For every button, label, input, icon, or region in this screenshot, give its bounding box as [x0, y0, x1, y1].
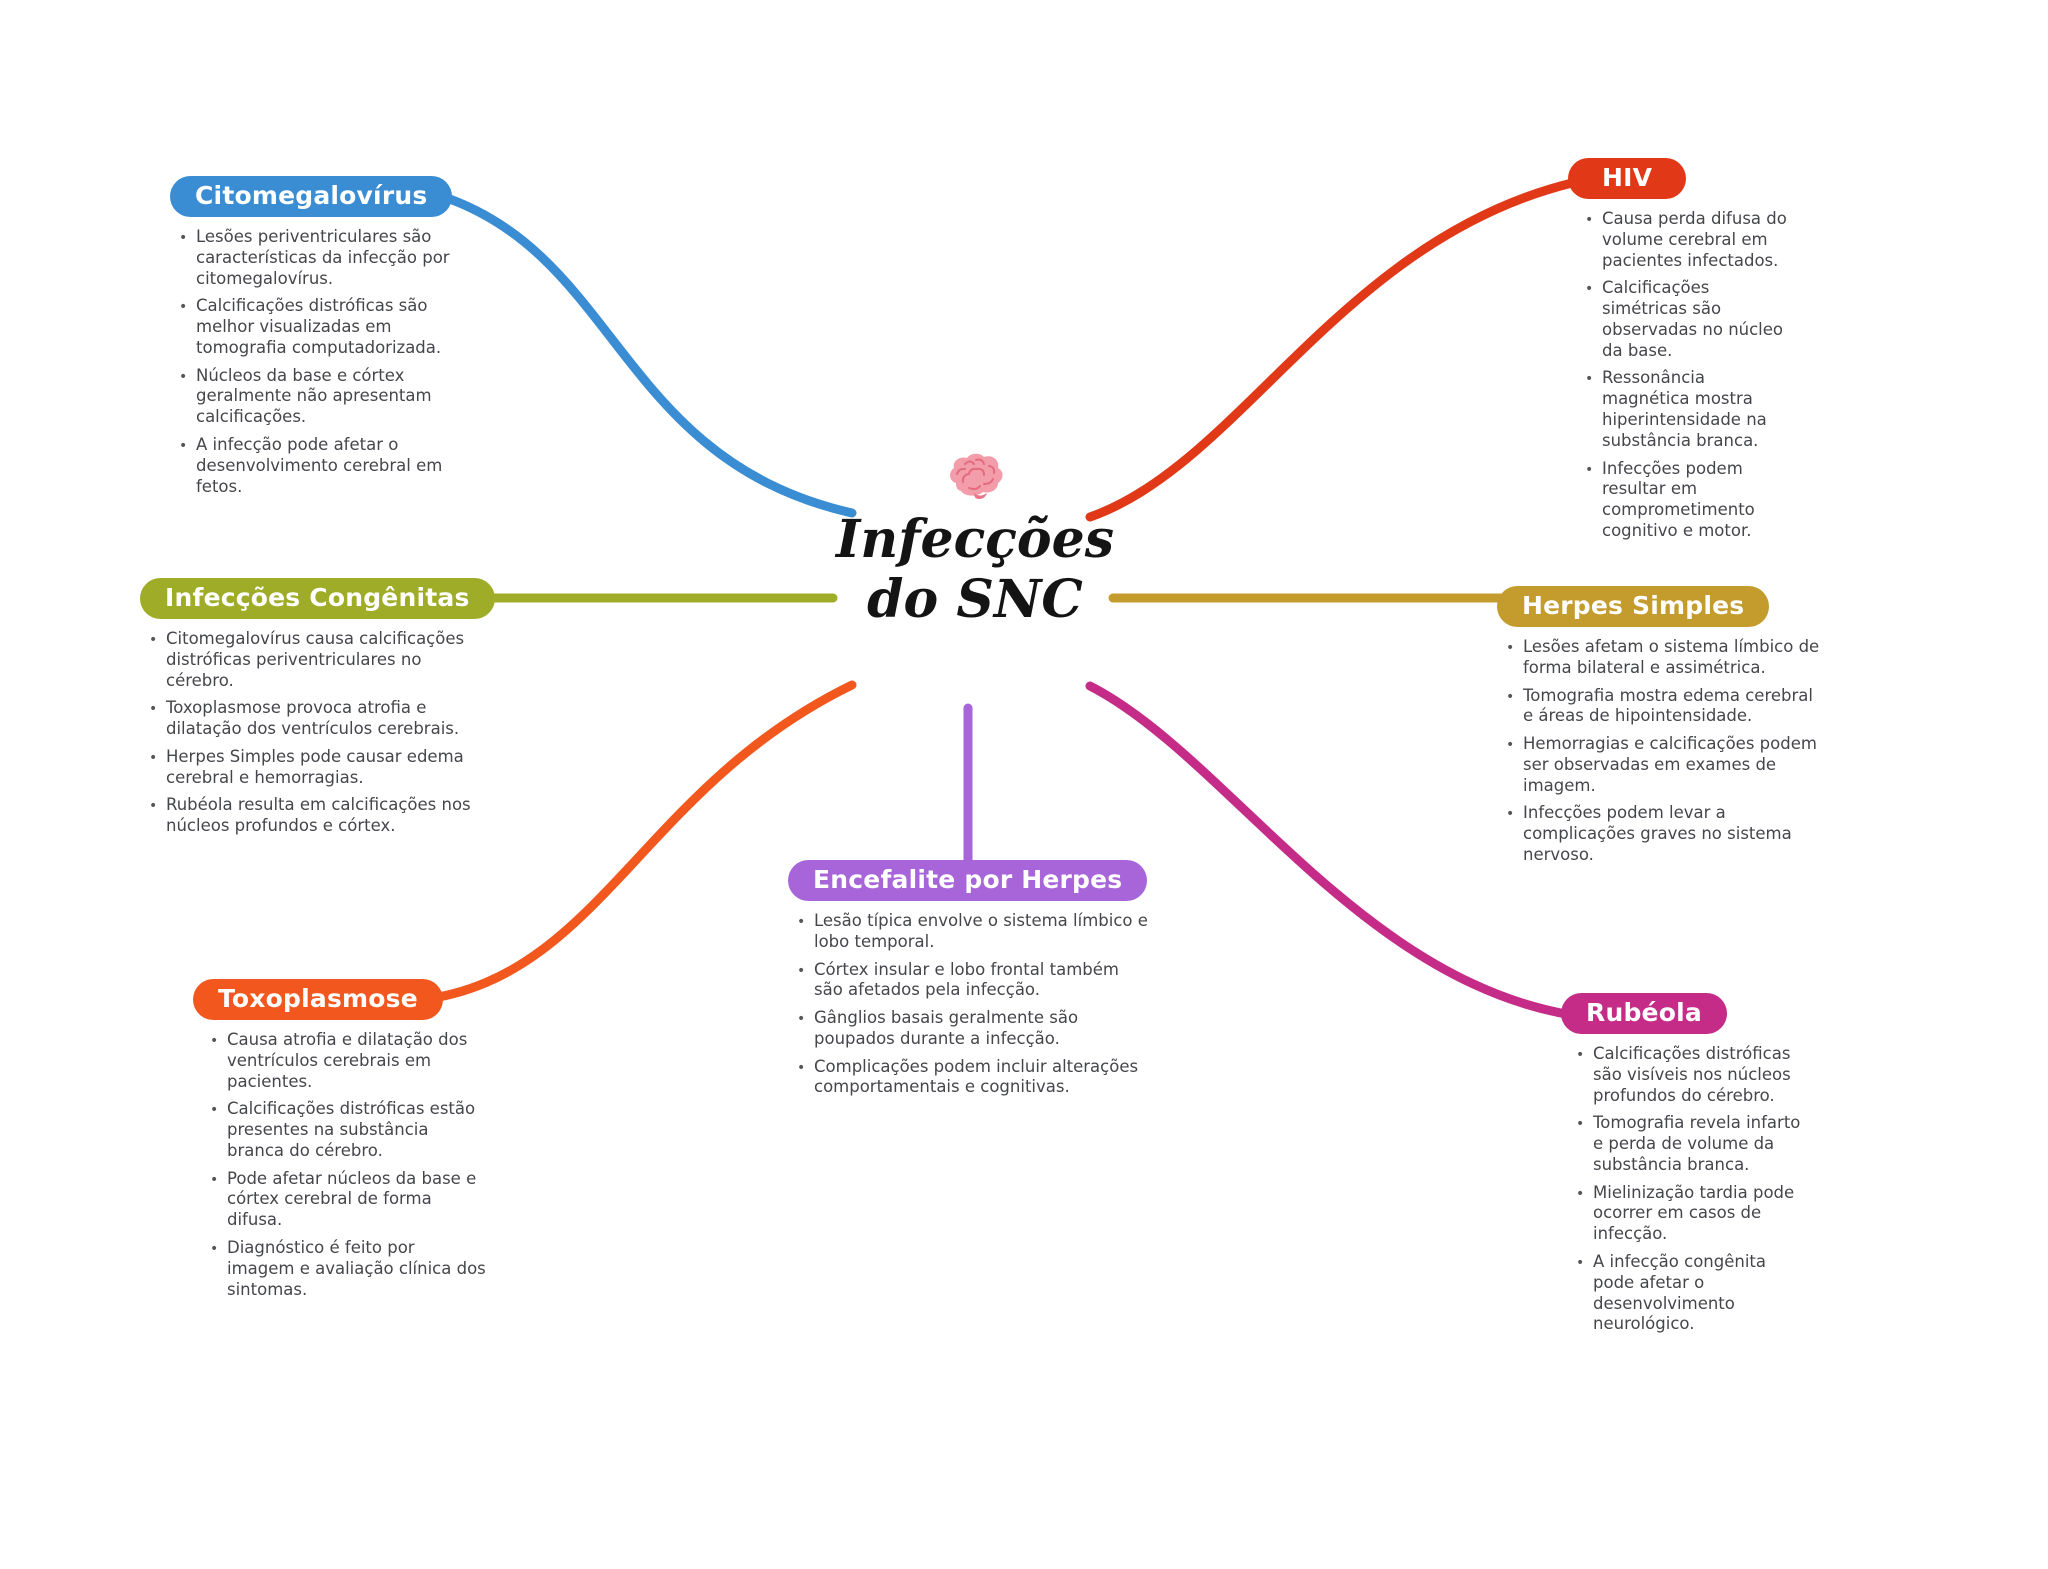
- topic-pill-toxoplasmose[interactable]: Toxoplasmose: [193, 979, 443, 1020]
- bullet-item: • Lesões periventriculares são características da infecção por citomegalovírus.: [176, 227, 476, 289]
- page-title-line2: do SNC: [867, 568, 1083, 630]
- bullet-list-citomegalovirus: [176, 227, 476, 497]
- connector-citomegalovirus: [447, 198, 852, 513]
- bullet-item: • Ressonância magnética mostra hiperintensidade na substância branca.: [1582, 368, 1794, 451]
- bullet-item: • Infecções podem resultar em comprometimento cognitivo e motor.: [1582, 459, 1794, 542]
- bullet-item: • Lesões afetam o sistema límbico de forma bilateral e assimétrica.: [1503, 637, 1823, 679]
- branch-rubeola: [1561, 993, 1803, 1342]
- bullet-list-hiv: [1582, 209, 1794, 542]
- branch-infeccoes-congenitas: [140, 578, 495, 844]
- branch-toxoplasmose: [193, 979, 487, 1307]
- bullet-item: • Infecções podem levar a complicações graves no sistema nervoso.: [1503, 803, 1823, 865]
- topic-pill-rubeola[interactable]: Rubéola: [1561, 993, 1727, 1034]
- branch-hiv: [1568, 158, 1794, 549]
- bullet-item: • Toxoplasmose provoca atrofia e dilatação dos ventrículos cerebrais.: [146, 698, 482, 740]
- connector-rubeola: [1090, 686, 1566, 1014]
- central-node[interactable]: [820, 452, 1130, 630]
- bullet-item: • Tomografia mostra edema cerebral e áreas de hipointensidade.: [1503, 686, 1823, 728]
- bullet-item: • Complicações podem incluir alterações comportamentais e cognitivas.: [794, 1057, 1148, 1099]
- bullet-item: • Calcificações distróficas são visíveis nos núcleos profundos do cérebro.: [1573, 1044, 1803, 1106]
- bullet-item: • Calcificações simétricas são observadas no núcleo da base.: [1582, 278, 1794, 361]
- bullet-item: • Rubéola resulta em calcificações nos núcleos profundos e córtex.: [146, 795, 482, 837]
- topic-pill-encefalite-por-herpes[interactable]: Encefalite por Herpes: [788, 860, 1147, 901]
- bullet-item: • Gânglios basais geralmente são poupados durante a infecção.: [794, 1008, 1148, 1050]
- branch-citomegalovirus: [170, 176, 476, 504]
- topic-pill-citomegalovirus[interactable]: Citomegalovírus: [170, 176, 452, 217]
- bullet-list-toxoplasmose: [207, 1030, 487, 1300]
- bullet-item: • A infecção congênita pode afetar o desenvolvimento neurológico.: [1573, 1252, 1803, 1335]
- topic-pill-infeccoes-congenitas[interactable]: Infecções Congênitas: [140, 578, 495, 619]
- bullet-item: • Mielinização tardia pode ocorrer em casos de infecção.: [1573, 1183, 1803, 1245]
- brain-icon: [943, 452, 1007, 504]
- bullet-item: • Núcleos da base e córtex geralmente não apresentam calcificações.: [176, 366, 476, 428]
- topic-pill-hiv[interactable]: HIV: [1568, 158, 1686, 199]
- bullet-item: • Córtex insular e lobo frontal também são afetados pela infecção.: [794, 960, 1148, 1002]
- bullet-item: • Tomografia revela infarto e perda de volume da substância branca.: [1573, 1113, 1803, 1175]
- bullet-list-encefalite-por-herpes: [794, 911, 1148, 1098]
- page-title-line1: Infecções: [836, 509, 1114, 570]
- branch-encefalite-por-herpes: [788, 860, 1148, 1105]
- bullet-item: • Pode afetar núcleos da base e córtex cerebral de forma difusa.: [207, 1169, 487, 1231]
- connector-hiv: [1090, 183, 1572, 517]
- topic-pill-herpes-simples[interactable]: Herpes Simples: [1497, 586, 1769, 627]
- bullet-list-herpes-simples: [1503, 637, 1823, 866]
- bullet-item: • Causa atrofia e dilatação dos ventrículos cerebrais em pacientes.: [207, 1030, 487, 1092]
- bullet-item: • A infecção pode afetar o desenvolvimento cerebral em fetos.: [176, 435, 476, 497]
- bullet-item: • Herpes Simples pode causar edema cerebral e hemorragias.: [146, 747, 482, 789]
- bullet-list-infeccoes-congenitas: [146, 629, 482, 837]
- bullet-item: • Diagnóstico é feito por imagem e avaliação clínica dos sintomas.: [207, 1238, 487, 1300]
- bullet-item: • Calcificações distróficas são melhor visualizadas em tomografia computadorizada.: [176, 296, 476, 358]
- bullet-item: • Causa perda difusa do volume cerebral em pacientes infectados.: [1582, 209, 1794, 271]
- bullet-item: • Calcificações distróficas estão presentes na substância branca do cérebro.: [207, 1099, 487, 1161]
- bullet-list-rubeola: [1573, 1044, 1803, 1335]
- bullet-item: • Hemorragias e calcificações podem ser observadas em exames de imagem.: [1503, 734, 1823, 796]
- bullet-item: • Citomegalovírus causa calcificações distróficas periventriculares no cérebro.: [146, 629, 482, 691]
- bullet-item: • Lesão típica envolve o sistema límbico e lobo temporal.: [794, 911, 1148, 953]
- branch-herpes-simples: [1497, 586, 1823, 873]
- page-title: [836, 510, 1114, 630]
